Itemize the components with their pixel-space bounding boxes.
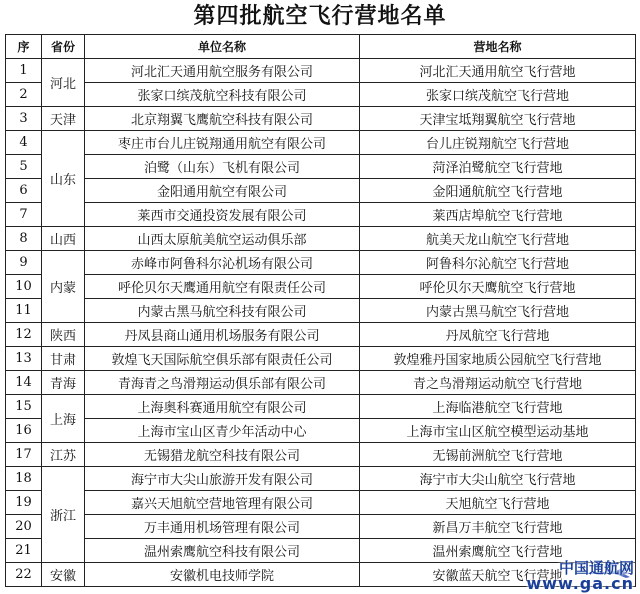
- province-cell: 山东: [42, 131, 85, 227]
- province-cell: 青海: [42, 371, 85, 395]
- table-row: [6, 491, 636, 515]
- province-cell: 甘肃: [42, 347, 85, 371]
- company-cell: 枣庄市台儿庄锐翔通用航空有限公司: [85, 131, 360, 155]
- table-row: [6, 275, 636, 299]
- table-row: [6, 395, 636, 419]
- table-body: [6, 59, 636, 587]
- province-cell: 内蒙: [42, 251, 85, 323]
- table-row: [6, 515, 636, 539]
- header-company: 单位名称: [85, 35, 360, 59]
- row-index: 1: [6, 59, 42, 83]
- table-row: [6, 83, 636, 107]
- camp-cell: 内蒙古黑马航空飞行营地: [360, 299, 636, 323]
- row-index: 5: [6, 155, 42, 179]
- camp-list-table: [5, 34, 636, 587]
- camp-cell: 莱西店埠航空飞行营地: [360, 203, 636, 227]
- company-cell: 安徽机电技师学院: [85, 563, 360, 587]
- table-row: [6, 299, 636, 323]
- province-cell: 河北: [42, 59, 85, 107]
- table-row: [6, 323, 636, 347]
- company-cell: 河北汇天通用航空服务有限公司: [85, 59, 360, 83]
- row-index: 2: [6, 83, 42, 107]
- camp-cell: 台儿庄锐翔航空飞行营地: [360, 131, 636, 155]
- row-index: 3: [6, 107, 42, 131]
- table-row: [6, 443, 636, 467]
- camp-cell: 天旭航空飞行营地: [360, 491, 636, 515]
- row-index: 6: [6, 179, 42, 203]
- camp-cell: 金阳通航航空飞行营地: [360, 179, 636, 203]
- row-index: 19: [6, 491, 42, 515]
- row-index: 12: [6, 323, 42, 347]
- watermark-text: 中国通航网: [558, 559, 634, 577]
- row-index: 9: [6, 251, 42, 275]
- table-row: [6, 203, 636, 227]
- company-cell: 丹凤县商山通用机场服务有限公司: [85, 323, 360, 347]
- company-cell: 内蒙古黑马航空科技有限公司: [85, 299, 360, 323]
- watermark: [526, 560, 634, 592]
- camp-cell: 上海临港航空飞行营地: [360, 395, 636, 419]
- table-row: [6, 419, 636, 443]
- company-cell: 张家口缤茂航空科技有限公司: [85, 83, 360, 107]
- row-index: 16: [6, 419, 42, 443]
- row-index: 14: [6, 371, 42, 395]
- camp-cell: 河北汇天通用航空飞行营地: [360, 59, 636, 83]
- row-index: 18: [6, 467, 42, 491]
- company-cell: 莱西市交通投资发展有限公司: [85, 203, 360, 227]
- header-camp: 营地名称: [360, 35, 636, 59]
- camp-cell: 呼伦贝尔天鹰航空飞行营地: [360, 275, 636, 299]
- row-index: 7: [6, 203, 42, 227]
- camp-cell: 安徽蓝天航空飞行营地: [360, 563, 636, 587]
- province-cell: 江苏: [42, 443, 85, 467]
- header-index: 序: [6, 35, 42, 59]
- province-cell: 安徽: [42, 563, 85, 587]
- row-index: 21: [6, 539, 42, 563]
- table-row: [6, 155, 636, 179]
- table-row: [6, 347, 636, 371]
- camp-cell: 航美天龙山航空飞行营地: [360, 227, 636, 251]
- company-cell: 海宁市大尖山旅游开发有限公司: [85, 467, 360, 491]
- row-index: 4: [6, 131, 42, 155]
- row-index: 11: [6, 299, 42, 323]
- table-row: [6, 539, 636, 563]
- row-index: 22: [6, 563, 42, 587]
- table-row: [6, 467, 636, 491]
- camp-cell: 无锡前洲航空飞行营地: [360, 443, 636, 467]
- row-index: 20: [6, 515, 42, 539]
- company-cell: 呼伦贝尔天鹰通用航空有限责任公司: [85, 275, 360, 299]
- company-cell: 上海奥科赛通用航空有限公司: [85, 395, 360, 419]
- camp-cell: 新昌万丰航空飞行营地: [360, 515, 636, 539]
- table-row: [6, 59, 636, 83]
- company-cell: 万丰通用机场管理有限公司: [85, 515, 360, 539]
- province-cell: 天津: [42, 107, 85, 131]
- camp-cell: 张家口缤茂航空飞行营地: [360, 83, 636, 107]
- camp-cell: 温州索鹰航空飞行营地: [360, 539, 636, 563]
- company-cell: 上海市宝山区青少年活动中心: [85, 419, 360, 443]
- camp-cell: 敦煌雅丹国家地质公园航空飞行营地: [360, 347, 636, 371]
- watermark-url: www.ga.cn: [526, 574, 634, 593]
- camp-cell: 丹凤航空飞行营地: [360, 323, 636, 347]
- table-row: [6, 179, 636, 203]
- camp-cell: 青之鸟滑翔运动航空飞行营地: [360, 371, 636, 395]
- camp-cell: 阿鲁科尔沁航空飞行营地: [360, 251, 636, 275]
- table-row: [6, 371, 636, 395]
- row-index: 10: [6, 275, 42, 299]
- company-cell: 敦煌飞天国际航空俱乐部有限责任公司: [85, 347, 360, 371]
- camp-cell: 上海市宝山区航空模型运动基地: [360, 419, 636, 443]
- company-cell: 金阳通用航空有限公司: [85, 179, 360, 203]
- header-province: 省份: [42, 35, 85, 59]
- company-cell: 山西太原航美航空运动俱乐部: [85, 227, 360, 251]
- province-cell: 浙江: [42, 467, 85, 563]
- row-index: 15: [6, 395, 42, 419]
- table-row: [6, 251, 636, 275]
- table-row: [6, 131, 636, 155]
- company-cell: 北京翔翼飞鹰航空科技有限公司: [85, 107, 360, 131]
- document-title: 第四批航空飞行营地名单: [193, 4, 447, 29]
- company-cell: 嘉兴天旭航空营地管理有限公司: [85, 491, 360, 515]
- camp-cell: 菏泽泊鹭航空飞行营地: [360, 155, 636, 179]
- company-cell: 温州索鹰航空科技有限公司: [85, 539, 360, 563]
- company-cell: 无锡猎龙航空科技有限公司: [85, 443, 360, 467]
- table-row: [6, 227, 636, 251]
- province-cell: 上海: [42, 395, 85, 443]
- company-cell: 赤峰市阿鲁科尔沁机场有限公司: [85, 251, 360, 275]
- camp-cell: 天津宝坻翔翼航空飞行营地: [360, 107, 636, 131]
- camp-cell: 海宁市大尖山航空飞行营地: [360, 467, 636, 491]
- row-index: 17: [6, 443, 42, 467]
- province-cell: 山西: [42, 227, 85, 251]
- company-cell: 泊鹭（山东）飞机有限公司: [85, 155, 360, 179]
- table-header-row: [6, 35, 636, 59]
- province-cell: 陕西: [42, 323, 85, 347]
- company-cell: 青海青之鸟滑翔运动俱乐部有限公司: [85, 371, 360, 395]
- table-row: [6, 107, 636, 131]
- row-index: 13: [6, 347, 42, 371]
- row-index: 8: [6, 227, 42, 251]
